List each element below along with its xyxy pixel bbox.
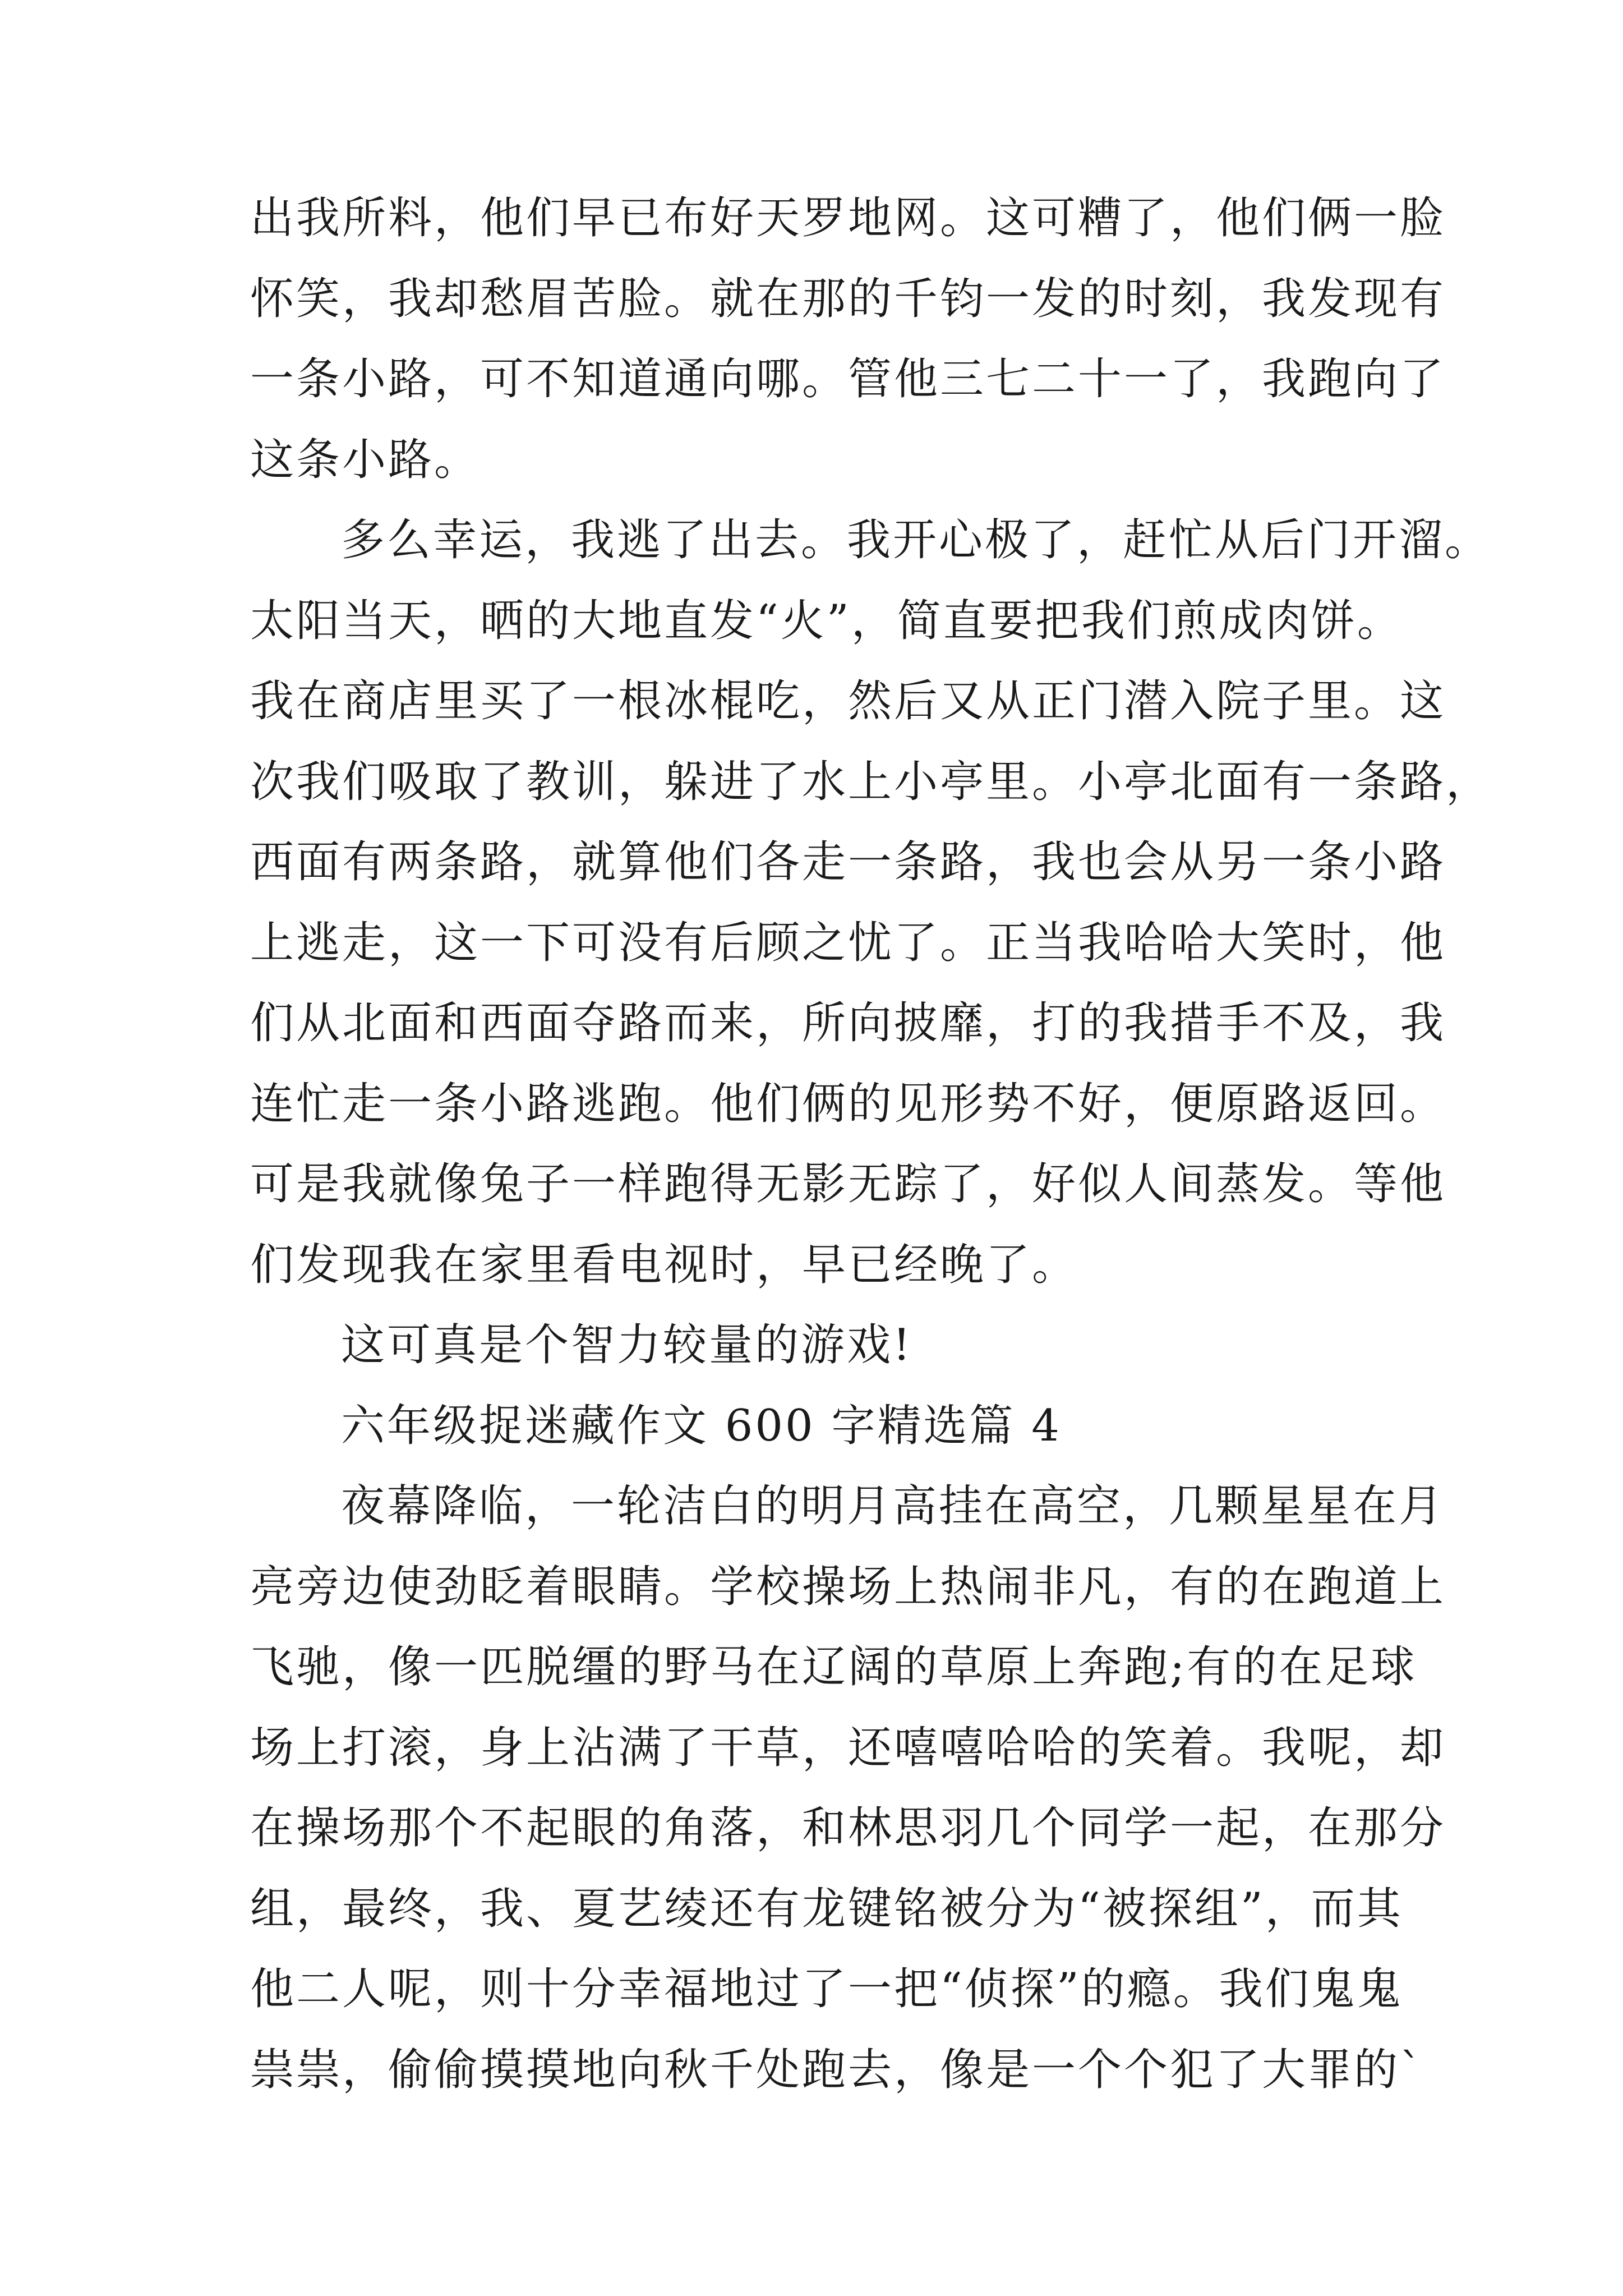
text-line: 祟祟，偷偷摸摸地向秋千处跑去，像是一个个犯了大罪的`	[250, 2044, 1424, 2095]
text-line: 们从北面和西面夺路而来，所向披靡，打的我措手不及，我	[250, 998, 1446, 1048]
text-line: 这条小路。	[250, 434, 481, 485]
text-line: 场上打滚，身上沾满了干草，还嘻嘻哈哈的笑着。我呢，却	[250, 1722, 1446, 1773]
paragraph-first-line: 这可真是个智力较量的游戏!	[341, 1320, 913, 1370]
text-line: 太阳当天，晒的大地直发“火”，简直要把我们煎成肉饼。	[250, 595, 1403, 646]
document-body	[250, 178, 1492, 2110]
text-line: 他二人呢，则十分幸福地过了一把“侦探”的瘾。我们鬼鬼	[250, 1964, 1403, 2014]
section-heading: 六年级捉迷藏作文 600 字精选篇 4	[341, 1400, 1062, 1451]
text-line: 上逃走，这一下可没有后顾之忧了。正当我哈哈大笑时，他	[250, 917, 1446, 968]
paragraph-first-line: 夜幕降临，一轮洁白的明月高挂在高空，几颗星星在月	[341, 1481, 1445, 1531]
text-line: 次我们吸取了教训，躲进了水上小亭里。小亭北面有一条路，	[250, 756, 1492, 807]
paragraph-first-line: 多么幸运，我逃了出去。我开心极了，赶忙从后门开溜。	[341, 515, 1491, 565]
text-line: 亮旁边使劲眨着眼睛。学校操场上热闹非凡，有的在跑道上	[250, 1561, 1446, 1612]
text-line: 出我所料，他们早已布好天罗地网。这可糟了，他们俩一脸	[250, 193, 1446, 243]
text-line: 西面有两条路，就算他们各走一条路，我也会从另一条小路	[250, 837, 1446, 887]
text-line: 组，最终，我、夏艺绫还有龙键铭被分为“被探组”，而其	[250, 1883, 1403, 1934]
text-line: 可是我就像兔子一样跑得无影无踪了，好似人间蒸发。等他	[250, 1159, 1446, 1209]
text-line: 们发现我在家里看电视时，早已经晚了。	[250, 1239, 1078, 1290]
text-line: 一条小路，可不知道通向哪。管他三七二十一了，我跑向了	[250, 354, 1446, 404]
text-line: 连忙走一条小路逃跑。他们俩的见形势不好，便原路返回。	[250, 1078, 1446, 1129]
text-line: 怀笑，我却愁眉苦脸。就在那的千钧一发的时刻，我发现有	[250, 273, 1446, 324]
text-line: 我在商店里买了一根冰棍吃，然后又从正门潜入院子里。这	[250, 676, 1446, 726]
text-line: 飞驰，像一匹脱缰的野马在辽阔的草原上奔跑;有的在足球	[250, 1642, 1417, 1692]
text-line: 在操场那个不起眼的角落，和林思羽几个同学一起，在那分	[250, 1803, 1446, 1853]
